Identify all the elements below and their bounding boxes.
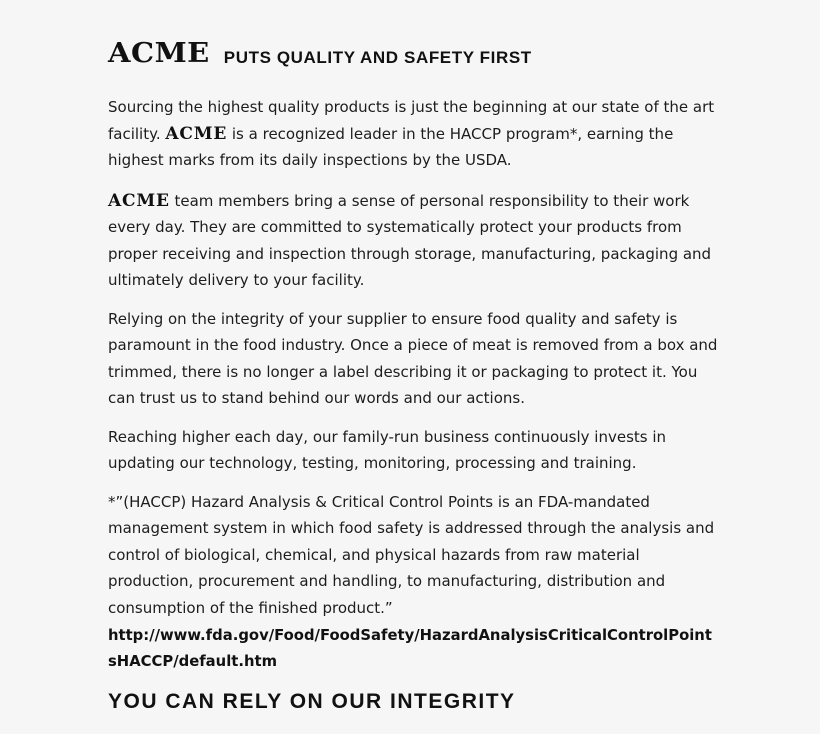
brand-logo: ACME bbox=[108, 37, 210, 69]
paragraph-integrity: Relying on the integrity of your supplier to ensure food quality and safety is paramount in the food industry. Once a piece of meat is removed from a box and trimmed, there is no longer a label describing it or packaging to protect it. You can trust us to stand behind our words and our actions. bbox=[108, 309, 718, 407]
paragraph-sourcing-start: Sourcing the highest quality products is just the beginning at our state of the art facility. bbox=[108, 98, 715, 143]
paragraph-sourcing bbox=[108, 94, 718, 174]
paragraph-team-text: team members bring a sense of personal responsibility to their work every day. They are committed to systematically protect your products from proper receiving and inspection through storage, manufacturing, packaging and ultimately delivery to your facility. bbox=[108, 191, 712, 289]
brand-inline: ACME bbox=[165, 123, 228, 144]
document-page bbox=[108, 36, 718, 716]
brand-inline: ACME bbox=[108, 190, 170, 211]
haccp-footnote: *”(HACCP) Hazard Analysis & Critical Control Points is an FDA-mandated management system in which food safety is addressed through the analysis and control of biological, chemical, and physical hazards from raw material production, procurement and handling, to manufacturing, distribution and consumption of the finished product.” bbox=[108, 492, 715, 617]
page-title bbox=[108, 36, 718, 70]
headline-text: PUTS QUALITY AND SAFETY FIRST bbox=[223, 48, 532, 67]
paragraph-team bbox=[108, 188, 718, 294]
paragraph-investment: Reaching higher each day, our family-run business continuously invests in updating our technology, testing, monitoring, processing and training. bbox=[108, 427, 667, 472]
fda-link[interactable]: http://www.fda.gov/Food/FoodSafety/HazardAnalysisCriticalControlPointsHACCP/default.htm bbox=[108, 627, 712, 670]
closing-tagline: YOU CAN RELY ON OUR INTEGRITY bbox=[108, 690, 516, 713]
paragraph-sourcing-end: is a recognized leader in the HACCP program*, earning the highest marks from its daily inspections by the USDA. bbox=[108, 124, 674, 169]
